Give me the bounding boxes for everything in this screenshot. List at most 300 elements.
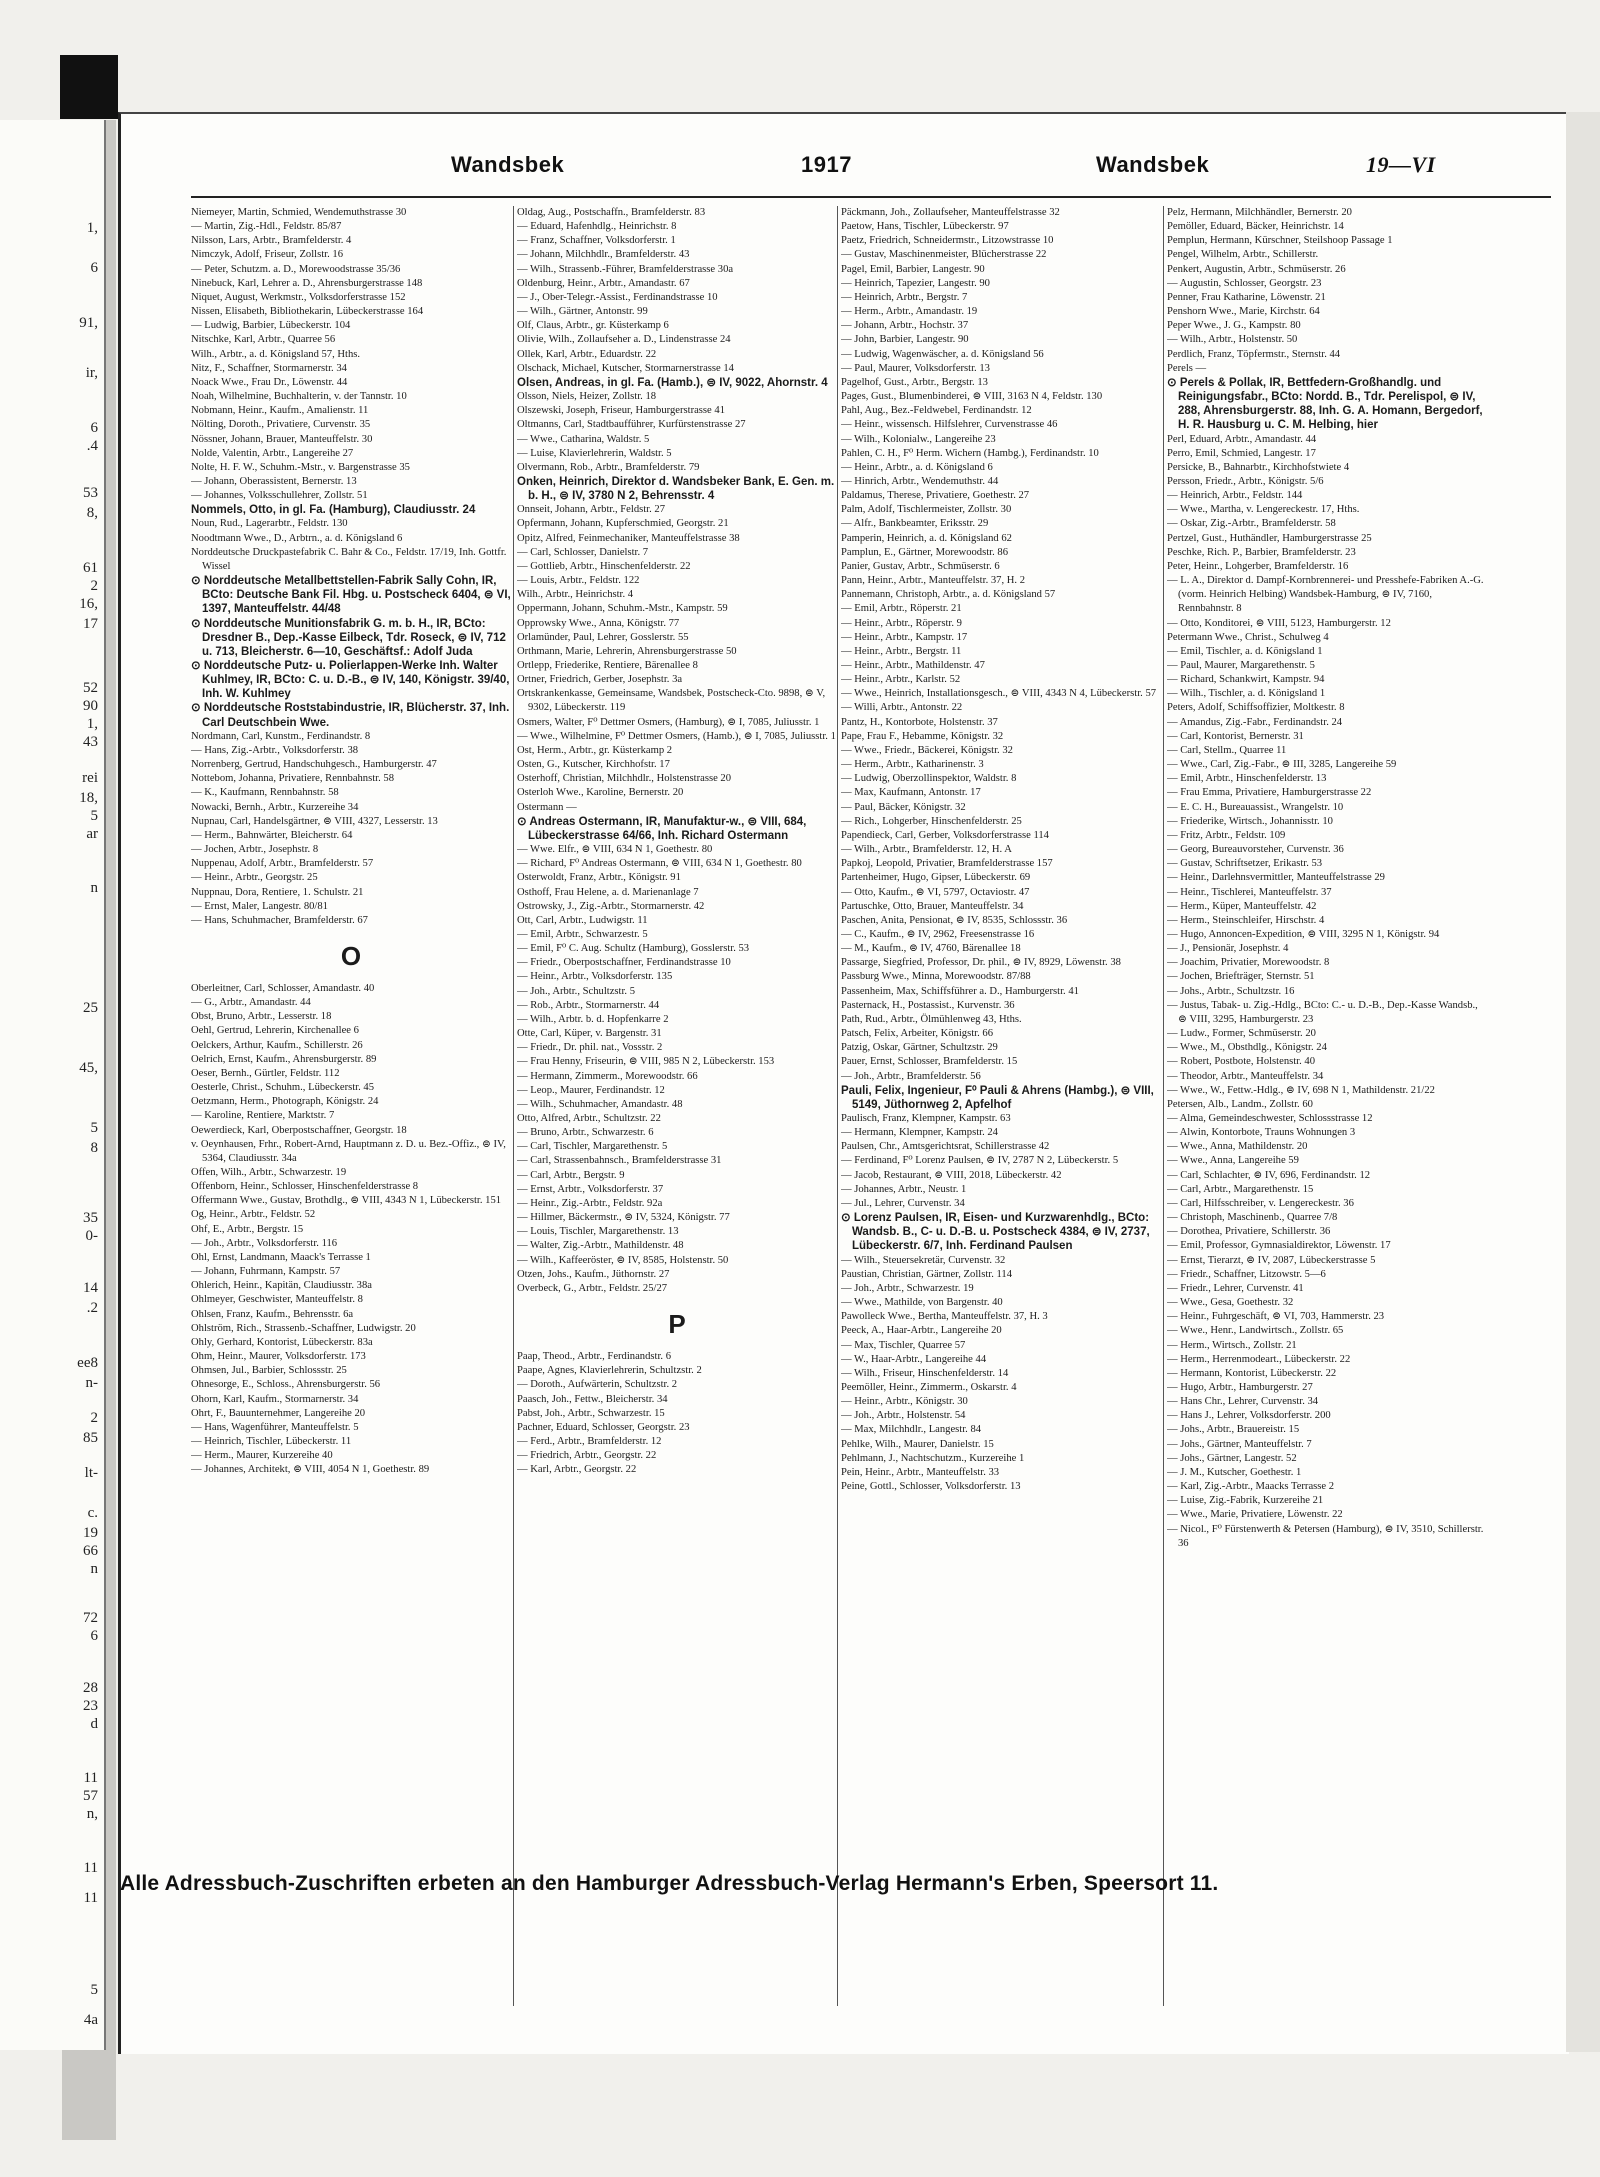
directory-entry: Nitz, F., Schaffner, Stormarnerstr. 34 xyxy=(191,362,347,374)
directory-entry: — Carl, Schlachter, ⊜ IV, 696, Ferdinandstr. 12 xyxy=(1167,1169,1371,1181)
directory-entry: Perro, Emil, Schmied, Langestr. 17 xyxy=(1167,447,1316,459)
directory-entry: — Rich., Lohgerber, Hinschenfelderstr. 25 xyxy=(841,815,1022,827)
directory-entry: ⊙ Norddeutsche Munitionsfabrik G. m. b. H., IR, BCto: Dresdner B., Dep.-Kasse Eilbeck, Tdr. Roseck, ⊜ IV, 712 u. 713, Bleicherstr. 6—10, Geschäftsf.: Adolf Juda xyxy=(191,617,506,658)
directory-entry: — Johannes, Architekt, ⊜ VIII, 4054 N 1, Goethestr. 89 xyxy=(191,1464,430,1476)
directory-entry: — Hugo, Annoncen-Expedition, ⊜ VIII, 3295 N 1, Königstr. 94 xyxy=(1167,928,1440,940)
directory-entry: — Hans Chr., Lehrer, Curvenstr. 34 xyxy=(1167,1396,1319,1408)
directory-entry: Ost, Herm., Arbtr., gr. Küsterkamp 2 xyxy=(517,744,673,756)
directory-entry: Pamplun, E., Gärtner, Morewoodstr. 86 xyxy=(841,546,1008,558)
directory-entry: Ohlmeyer, Geschwister, Manteuffelstr. 8 xyxy=(191,1294,363,1306)
directory-entry: Osmers, Walter, F⁰ Dettmer Osmers, (Hamburg), ⊜ I, 7085, Juliusstr. 1 xyxy=(517,716,820,728)
directory-entry: — Friedr., Oberpostschaffner, Ferdinandstrasse 10 xyxy=(517,957,731,969)
directory-entry: Pamperin, Heinrich, a. d. Königsland 62 xyxy=(841,532,1012,544)
directory-entry: — Wwe., Martha, v. Lengereckestr. 17, Hths. xyxy=(1167,504,1360,516)
directory-entry: — Jul., Lehrer, Curvenstr. 34 xyxy=(841,1197,965,1209)
directory-entry: — Richard, Schankwirt, Kampstr. 94 xyxy=(1167,674,1325,686)
directory-entry: Palm, Adolf, Tischlermeister, Zollstr. 30 xyxy=(841,504,1012,516)
directory-entry: — Georg, Bureauvorsteher, Curvenstr. 36 xyxy=(1167,844,1344,856)
directory-entry: — Joh., Arbtr., Bramfelderstr. 56 xyxy=(841,1070,981,1082)
directory-entry: — Hans, Zig.-Arbtr., Volksdorferstr. 38 xyxy=(191,744,359,756)
directory-entry: — Ludwig, Wagenwäscher, a. d. Königsland 56 xyxy=(841,348,1044,360)
directory-entry: Opfermann, Johann, Kupferschmied, Georgstr. 21 xyxy=(517,518,729,530)
directory-entry: — Wilh., Steuersekretär, Curvenstr. 32 xyxy=(841,1254,1006,1266)
directory-entry: Petersen, Alb., Landm., Zollstr. 60 xyxy=(1167,1098,1313,1110)
adjacent-page-fragment: d xyxy=(90,1716,98,1732)
directory-entry: — Joh., Arbtr., Volksdorferstr. 116 xyxy=(191,1237,338,1249)
directory-entry: — Jochen, Arbtr., Josephstr. 8 xyxy=(191,844,319,856)
directory-entry: Olf, Claus, Arbtr., gr. Küsterkamp 6 xyxy=(517,320,669,332)
directory-entry: Oltmanns, Carl, Stadtbaufführer, Kurfürstenstrasse 27 xyxy=(517,419,746,431)
adjacent-page-fragment: 25 xyxy=(83,1000,98,1016)
directory-entry: — Amandus, Zig.-Fabr., Ferdinandstr. 24 xyxy=(1167,716,1343,728)
directory-entry: — Friedr., Lehrer, Curvenstr. 41 xyxy=(1167,1282,1304,1294)
adjacent-page-fragment: 5 xyxy=(90,1982,98,1998)
directory-entry: — Augustin, Schlosser, Georgstr. 23 xyxy=(1167,277,1322,289)
adjacent-page-fragment: n xyxy=(90,880,98,896)
directory-entry: — J. M., Kutscher, Goethestr. 1 xyxy=(1167,1466,1302,1478)
directory-entry: Orthmann, Marie, Lehrerin, Ahrensburgerstrasse 50 xyxy=(517,645,737,657)
adjacent-page-fragment: n xyxy=(90,1561,98,1577)
directory-entry: ⊙ Perels & Pollak, IR, Bettfedern-Großhandlg. und Reinigungsfabr., BCto: Nordd. B., Tdr. Perelispol, ⊜ IV, 288, Ahrensburgerstr. 88, Inh. G. A. Homann, Bergedorf, H. R. Hausburg u. C. M. Helbing, hier xyxy=(1167,376,1483,432)
directory-entry: Paldamus, Therese, Privatiere, Goethestr. 27 xyxy=(841,490,1030,502)
directory-entry: Ortlepp, Friederike, Rentiere, Bärenallee 8 xyxy=(517,660,698,671)
directory-entry: Pertzel, Gust., Huthändler, Hamburgerstrasse 25 xyxy=(1167,532,1372,544)
directory-entry: — Carl, Stellm., Quarree 11 xyxy=(1167,744,1287,756)
directory-entry: — Jochen, Briefträger, Sternstr. 51 xyxy=(1167,971,1315,983)
directory-entry: — J., Ober-Telegr.-Assist., Ferdinandstrasse 10 xyxy=(517,291,718,303)
adjacent-page-fragment: 1, xyxy=(86,220,98,236)
adjacent-page-fragment: 19 xyxy=(83,1525,98,1541)
adjacent-page-fragment: 11 xyxy=(83,1770,98,1786)
directory-entry: — Dorothea, Privatiere, Schillerstr. 36 xyxy=(1167,1226,1331,1238)
page-right-margin xyxy=(1566,112,1600,2052)
directory-entry: — Wwe., W., Fettw.-Hdlg., ⊜ IV, 698 N 1, Mathildenstr. 21/22 xyxy=(1167,1084,1435,1096)
header-district-left: Wandsbek xyxy=(451,152,565,177)
directory-entry: Olschack, Michael, Kutscher, Stormarnerstrasse 14 xyxy=(517,362,734,374)
directory-entry: — Herm., Bahnwärter, Bleicherstr. 64 xyxy=(191,829,353,841)
directory-entry: Pauer, Ernst, Schlosser, Bramfelderstr. 15 xyxy=(841,1056,1018,1068)
directory-entry: Papendieck, Carl, Gerber, Volksdorferstrasse 114 xyxy=(841,829,1049,841)
directory-entry: Ohnesorge, E., Schloss., Ahrensburgerstr. 56 xyxy=(191,1379,381,1391)
directory-entry: Paulsen, Chr., Amtsgerichtsrat, Schillerstrasse 42 xyxy=(841,1141,1050,1153)
directory-entry: — Heinr., Arbtr., Röperstr. 9 xyxy=(841,617,962,629)
directory-entry: — Walter, Zig.-Arbtr., Mathildenstr. 48 xyxy=(517,1240,684,1252)
directory-entry: — Leop., Maurer, Ferdinandstr. 12 xyxy=(517,1084,665,1096)
directory-entry: — Heinr., Arbtr., Mathildenstr. 47 xyxy=(841,660,985,671)
directory-entry: Noodtmann Wwe., D., Arbtrn., a. d. Königsland 6 xyxy=(191,532,403,544)
directory-entry: — L. A., Direktor d. Dampf-Kornbrennerei- und Presshefe-Fabriken A.-G. (vorm. Heinrich Helbing) Wandsbek-Hamburg, ⊜ IV, 7160, Rennbahnstr. 8 xyxy=(1167,575,1484,615)
directory-entry: — Hans, Schuhmacher, Bramfelderstr. 67 xyxy=(191,914,368,926)
directory-entry: — Friedrich, Arbtr., Georgstr. 22 xyxy=(517,1450,657,1462)
directory-entry: Ninebuck, Karl, Lehrer a. D., Ahrensburgerstrasse 148 xyxy=(191,277,423,289)
directory-entry: Olsson, Niels, Heizer, Zollstr. 18 xyxy=(517,391,657,403)
directory-entry: — Johann, Oberassistent, Bernerstr. 13 xyxy=(191,475,357,487)
directory-entry: Ohmsen, Jul., Barbier, Schlossstr. 25 xyxy=(191,1365,347,1377)
directory-entry: Nolde, Valentin, Arbtr., Langereihe 27 xyxy=(191,447,354,459)
directory-entry: — Wwe., Gesa, Goethestr. 32 xyxy=(1167,1297,1294,1309)
directory-entry: Pantz, H., Kontorbote, Holstenstr. 37 xyxy=(841,716,998,728)
directory-entry: Nuppenau, Adolf, Arbtr., Bramfelderstr. 57 xyxy=(191,858,374,870)
directory-entry: — Ernst, Arbtr., Volksdorferstr. 37 xyxy=(517,1183,664,1195)
adjacent-page-fragment: 1, xyxy=(86,716,98,732)
adjacent-page-fragment: 6 xyxy=(90,1628,98,1644)
directory-entry: Oberleitner, Carl, Schlosser, Amandastr. 40 xyxy=(191,982,375,994)
adjacent-page-fragment: 6 xyxy=(90,260,98,276)
directory-entry: Niquet, August, Werkmstr., Volksdorferstrasse 152 xyxy=(191,291,406,303)
directory-entry: — Johs., Gärtner, Langestr. 52 xyxy=(1167,1452,1297,1464)
directory-entry: — Gustav, Maschinenmeister, Blücherstrasse 22 xyxy=(841,249,1047,261)
directory-entry: Paulisch, Franz, Klempner, Kampstr. 63 xyxy=(841,1113,1011,1124)
directory-entry: Persson, Friedr., Arbtr., Königstr. 5/6 xyxy=(1167,475,1324,487)
directory-entry: — Heinrich, Arbtr., Feldstr. 144 xyxy=(1167,490,1303,502)
directory-entry: — Hans J., Lehrer, Volksdorferstr. 200 xyxy=(1167,1410,1331,1422)
directory-entry: Paustian, Christian, Gärtner, Zollstr. 114 xyxy=(841,1268,1013,1280)
directory-entry: Penner, Frau Katharine, Löwenstr. 21 xyxy=(1167,291,1326,303)
directory-entry: — Carl, Schlosser, Danielstr. 7 xyxy=(517,546,649,558)
directory-entry: Peschke, Rich. P., Barbier, Bramfelderstr. 23 xyxy=(1167,546,1356,558)
directory-entry: Obst, Bruno, Arbtr., Lesserstr. 18 xyxy=(191,1011,332,1023)
directory-entry: Paetz, Friedrich, Schneidermstr., Litzowstrasse 10 xyxy=(841,235,1054,247)
directory-entry: — Joachim, Privatier, Morewoodstr. 8 xyxy=(1167,957,1330,969)
directory-entry: — Wilh., Arbtr., Holstenstr. 50 xyxy=(1167,334,1298,346)
directory-entry: — Hermann, Kontorist, Lübeckerstr. 22 xyxy=(1167,1367,1337,1379)
directory-entry: — Justus, Tabak- u. Zig.-Hdlg., BCto: C.- u. D.-B., Dep.-Kasse Wandsb., ⊜ VIII, 3295, Hamburgerstr. 23 xyxy=(1167,999,1478,1025)
directory-entry: — Wilh., Schuhmacher, Amandastr. 48 xyxy=(517,1098,683,1110)
adjacent-page-fragment: 61 xyxy=(83,560,98,576)
directory-entry: Ohlström, Rich., Strassenb.-Schaffner, Ludwigstr. 20 xyxy=(191,1322,416,1334)
directory-entry: Peper Wwe., J. G., Kampstr. 80 xyxy=(1167,320,1301,332)
directory-entry: — Heinr., Arbtr., Bergstr. 11 xyxy=(841,645,962,657)
adjacent-page-fragment: 45, xyxy=(79,1060,98,1076)
directory-entry: — Johs., Gärtner, Manteuffelstr. 7 xyxy=(1167,1438,1312,1450)
directory-entry: Osten, G., Kutscher, Kirchhofstr. 17 xyxy=(517,759,670,771)
directory-entry: Olvermann, Rob., Arbtr., Bramfelderstr. 79 xyxy=(517,461,700,473)
directory-entry: Ohlsen, Franz, Kaufm., Behrensstr. 6a xyxy=(191,1308,354,1320)
directory-entry: — Wwe., Friedr., Bäckerei, Königstr. 32 xyxy=(841,744,1013,756)
directory-entry: — Frau Henny, Friseurin, ⊜ VIII, 985 N 2, Lübeckerstr. 153 xyxy=(517,1056,775,1068)
directory-entry: — Hermann, Zimmerm., Morewoodstr. 66 xyxy=(517,1070,698,1082)
directory-entry: — Alfr., Bankbeamter, Eriksstr. 29 xyxy=(841,518,989,530)
directory-entry: — Carl, Tischler, Margarethenstr. 5 xyxy=(517,1141,668,1153)
directory-entry: — Carl, Arbtr., Bergstr. 9 xyxy=(517,1169,625,1181)
directory-entry: Nissen, Elisabeth, Bibliothekarin, Lübeckerstrasse 164 xyxy=(191,306,424,318)
directory-entry: — Eduard, Hafenhdlg., Heinrichstr. 8 xyxy=(517,221,677,233)
directory-entry: Paetow, Hans, Tischler, Lübeckerstr. 97 xyxy=(841,221,1009,233)
directory-entry: Ollek, Karl, Arbtr., Eduardstr. 22 xyxy=(517,348,657,360)
directory-entry: Ohrt, F., Bauunternehmer, Langereihe 20 xyxy=(191,1407,366,1419)
directory-entry: Pahlen, C. H., F⁰ Herm. Wichern (Hambg.), Ferdinandstr. 10 xyxy=(841,447,1099,459)
directory-entry: Nössner, Johann, Brauer, Manteuffelstr. 30 xyxy=(191,433,373,445)
directory-entry: — Heinrich, Arbtr., Bergstr. 7 xyxy=(841,291,968,303)
directory-entry: Offenborn, Heinr., Schlosser, Hinschenfelderstrasse 8 xyxy=(191,1181,419,1193)
adjacent-page-fragment: 6 xyxy=(90,420,98,436)
directory-entry: — Wilh., Arbtr., Bramfelderstr. 12, H. A xyxy=(841,844,1012,856)
directory-entry: — Heinr., Arbtr., a. d. Königsland 6 xyxy=(841,461,993,473)
directory-entry: Offermann Wwe., Gustav, Brothdlg., ⊜ VIII, 4343 N 1, Lübeckerstr. 151 xyxy=(191,1195,502,1207)
directory-entry: Nuppnau, Dora, Rentiere, 1. Schulstr. 21 xyxy=(191,886,364,898)
directory-entry: — Frau Emma, Privatiere, Hamburgerstrasse 22 xyxy=(1167,787,1372,799)
directory-entry: — Johannes, Volksschullehrer, Zollstr. 51 xyxy=(191,490,368,502)
directory-entry: Offen, Wilh., Arbtr., Schwarzestr. 19 xyxy=(191,1167,347,1178)
directory-entry: — Bruno, Arbtr., Schwarzestr. 6 xyxy=(517,1127,654,1139)
directory-entry: — Paul, Maurer, Margarethenstr. 5 xyxy=(1167,660,1315,671)
directory-entry: — Heinr., Tischlerei, Manteuffelstr. 37 xyxy=(1167,886,1332,898)
directory-entry: — Rob., Arbtr., Stormarnerstr. 44 xyxy=(517,999,660,1011)
directory-entry: — Ludwig, Oberzollinspektor, Waldstr. 8 xyxy=(841,773,1017,785)
adjacent-page-fragment: 28 xyxy=(83,1680,98,1696)
directory-page xyxy=(118,112,1569,2054)
directory-entry: Osterhoff, Christian, Milchhdlr., Holstenstrasse 20 xyxy=(517,773,732,785)
directory-entry: Olszewski, Joseph, Friseur, Hamburgerstrasse 41 xyxy=(517,405,725,417)
directory-entry: Nitschke, Karl, Arbtr., Quarree 56 xyxy=(191,334,336,346)
directory-entry: — Martin, Zig.-Hdl., Feldstr. 85/87 xyxy=(191,221,342,233)
directory-entry: ⊙ Andreas Ostermann, IR, Manufaktur-w., ⊜ VIII, 684, Lübeckerstrasse 64/66, Inh. Richard Ostermann xyxy=(517,815,807,842)
directory-entry: — Johs., Arbtr., Schultzstr. 16 xyxy=(1167,985,1295,997)
adjacent-page-fragment: .2 xyxy=(86,1300,98,1316)
directory-entry: ⊙ Norddeutsche Roststabindustrie, IR, Blücherstr. 37, Inh. Carl Deutschbein Wwe. xyxy=(191,702,510,729)
adjacent-page-fragment: 53 xyxy=(83,485,98,501)
directory-entry: — Willi, Arbtr., Antonstr. 22 xyxy=(841,702,963,714)
directory-entry: — Carl, Arbtr., Margarethenstr. 15 xyxy=(1167,1183,1314,1195)
directory-entry: Ohlerich, Heinr., Kapitän, Claudiusstr. 38a xyxy=(191,1280,372,1292)
column-divider xyxy=(1163,206,1164,2006)
directory-entry: Oesterle, Christ., Schuhm., Lübeckerstr. 45 xyxy=(191,1082,375,1094)
header-rule xyxy=(191,196,1551,198)
directory-entry: Pengel, Wilhelm, Arbtr., Schillerstr. xyxy=(1167,249,1319,261)
directory-entry: — C., Kaufm., ⊜ IV, 2962, Freesenstrasse 16 xyxy=(841,928,1035,940)
directory-entry: — Heinr., Arbtr., Volksdorferstr. 135 xyxy=(517,971,673,983)
directory-entry: — Ferd., Arbtr., Bramfelderstr. 12 xyxy=(517,1435,662,1447)
directory-entry: Paasch, Joh., Fettw., Bleicherstr. 34 xyxy=(517,1393,668,1405)
directory-entry: Paap, Theod., Arbtr., Ferdinandstr. 6 xyxy=(517,1351,671,1363)
directory-entry: — Herm., Küper, Manteuffelstr. 42 xyxy=(1167,900,1317,912)
directory-column-2 xyxy=(517,206,837,2006)
directory-entry: Nordmann, Carl, Kunstm., Ferdinandstr. 8 xyxy=(191,730,371,742)
adjacent-page-edge xyxy=(0,120,106,2050)
directory-entry: Oeser, Bernh., Gürtler, Feldstr. 112 xyxy=(191,1067,340,1079)
directory-entry: — Jacob, Restaurant, ⊜ VIII, 2018, Lübeckerstr. 42 xyxy=(841,1169,1062,1181)
directory-entry: Peters, Adolf, Schiffsoffizier, Moltkestr. 8 xyxy=(1167,702,1345,714)
directory-entry: Pape, Frau F., Hebamme, Königstr. 32 xyxy=(841,730,1004,742)
adjacent-page-fragment: 2 xyxy=(90,578,98,594)
directory-entry: — Wwe., Mathilde, von Bargenstr. 40 xyxy=(841,1297,1003,1309)
directory-entry: Perdlich, Franz, Töpfermstr., Sternstr. 44 xyxy=(1167,348,1341,360)
directory-entry: — Heinr., Arbtr., Karlstr. 52 xyxy=(841,674,961,686)
header-page-number: 19—VI xyxy=(1366,152,1436,177)
directory-entry: Pauli, Felix, Ingenieur, F⁰ Pauli & Ahrens (Hambg.), ⊜ VIII, 5149, Jüthornweg 2, Apfelhof xyxy=(841,1084,1154,1111)
directory-entry: — Max, Kaufmann, Antonstr. 17 xyxy=(841,787,981,799)
directory-entry: — Emil, Arbtr., Hinschenfelderstr. 13 xyxy=(1167,773,1327,785)
directory-entry: — Nicol., F⁰ Fürstenwerth & Petersen (Hamburg), ⊜ IV, 3510, Schillerstr. 36 xyxy=(1167,1523,1484,1549)
directory-entry: Olivie, Wilh., Zollaufseher a. D., Lindenstrasse 24 xyxy=(517,334,731,346)
directory-entry: Peine, Gottl., Schlosser, Volksdorferstr. 13 xyxy=(841,1481,1021,1493)
directory-entry: — Johs., Arbtr., Brauereistr. 15 xyxy=(1167,1424,1300,1436)
directory-entry: — Hans, Wagenführer, Manteuffelstr. 5 xyxy=(191,1421,359,1433)
directory-entry: Pahl, Aug., Bez.-Feldwebel, Ferdinandstr. 12 xyxy=(841,405,1032,417)
directory-entry: — K., Kaufmann, Rennbahnstr. 58 xyxy=(191,787,339,799)
directory-entry: Pachner, Eduard, Schlosser, Georgstr. 23 xyxy=(517,1421,690,1433)
directory-entry: — Fritz, Arbtr., Feldstr. 109 xyxy=(1167,829,1286,841)
directory-entry: Perl, Eduard, Arbtr., Amandastr. 44 xyxy=(1167,433,1317,445)
directory-entry: Ott, Carl, Arbtr., Ludwigstr. 11 xyxy=(517,914,648,926)
directory-entry: Oelckers, Arthur, Kaufm., Schillerstr. 26 xyxy=(191,1039,363,1051)
directory-entry: Wilh., Arbtr., Heinrichstr. 4 xyxy=(517,589,634,601)
directory-entry: — Friedr., Dr. phil. nat., Vossstr. 2 xyxy=(517,1042,663,1054)
directory-entry: Oewerdieck, Karl, Oberpostschaffner, Georgstr. 18 xyxy=(191,1124,407,1136)
directory-entry: Ohf, E., Arbtr., Bergstr. 15 xyxy=(191,1223,304,1235)
directory-entry: — Louis, Arbtr., Feldstr. 122 xyxy=(517,575,640,587)
adjacent-page-fragment: 14 xyxy=(83,1280,98,1296)
directory-entry: Ortskrankenkasse, Gemeinsame, Wandsbek, Postscheck-Cto. 9898, ⊜ V, 9302, Lübeckerstr. 119 xyxy=(517,688,826,714)
directory-entry: — Alma, Gemeindeschwester, Schlossstrasse 12 xyxy=(1167,1113,1373,1124)
directory-entry: Onken, Heinrich, Direktor d. Wandsbeker Bank, E. Gen. m. b. H., ⊜ IV, 3780 N 2, Behrensstr. 4 xyxy=(517,475,835,503)
directory-entry: Penshorn Wwe., Marie, Kirchstr. 64 xyxy=(1167,306,1320,318)
publisher-footer: Alle Adressbuch-Zuschriften erbeten an den Hamburger Adressbuch-Verlag Hermann's Erben, Speersort 11. xyxy=(120,1872,1219,1895)
directory-entry: — Herm., Arbtr., Katharinenstr. 3 xyxy=(841,759,984,771)
directory-entry: — Herm., Wirtsch., Zollstr. 21 xyxy=(1167,1339,1297,1351)
directory-entry: Osthoff, Frau Helene, a. d. Marienanlage 7 xyxy=(517,886,699,898)
directory-entry: Pemöller, Eduard, Bäcker, Heinrichstr. 14 xyxy=(1167,221,1344,233)
directory-entry: — Gustav, Schriftsetzer, Erikastr. 53 xyxy=(1167,858,1323,870)
directory-entry: Norrenberg, Gertrud, Handschuhgesch., Hamburgerstr. 47 xyxy=(191,759,437,771)
directory-entry: Niemeyer, Martin, Schmied, Wendemuthstrasse 30 xyxy=(191,207,407,218)
directory-entry: — Johannes, Arbtr., Neustr. 1 xyxy=(841,1183,967,1195)
directory-entry: Pelz, Hermann, Milchhändler, Bernerstr. 20 xyxy=(1167,207,1352,218)
adjacent-page-fragment: 85 xyxy=(83,1430,98,1446)
directory-entry: Nilsson, Lars, Arbtr., Bramfelderstr. 4 xyxy=(191,235,352,247)
directory-entry: Ohly, Gerhard, Kontorist, Lübeckerstr. 83a xyxy=(191,1336,373,1348)
directory-entry: — Hugo, Arbtr., Hamburgerstr. 27 xyxy=(1167,1381,1313,1393)
directory-entry: Ortner, Friedrich, Gerber, Josephstr. 3a xyxy=(517,674,683,686)
directory-entry: — Heinrich, Tischler, Lübeckerstr. 11 xyxy=(191,1435,352,1447)
directory-entry: — Wwe., Wilhelmine, F⁰ Dettmer Osmers, (Hamb.), ⊜ I, 7085, Juliusstr. 1 xyxy=(517,730,836,742)
directory-entry: — Friedr., Schaffner, Litzowstr. 5—6 xyxy=(1167,1268,1326,1280)
directory-entry: — Richard, F⁰ Andreas Ostermann, ⊜ VIII, 634 N 1, Goethestr. 80 xyxy=(517,858,802,870)
directory-entry: Pagel, Emil, Barbier, Langestr. 90 xyxy=(841,263,985,275)
directory-entry: Osterloh Wwe., Karoline, Bernerstr. 20 xyxy=(517,787,684,799)
directory-entry: Patzig, Oskar, Gärtner, Schultzstr. 29 xyxy=(841,1042,998,1054)
directory-entry: — Otto, Konditorei, ⊜ VIII, 5123, Hamburgerstr. 12 xyxy=(1167,617,1391,629)
directory-entry: — Max, Tischler, Quarree 57 xyxy=(841,1339,966,1351)
directory-entry: Nupnau, Carl, Handelsgärtner, ⊜ VIII, 4327, Lesserstr. 13 xyxy=(191,815,438,827)
directory-entry: — Otto, Kaufm., ⊜ VI, 5797, Octaviostr. 47 xyxy=(841,886,1030,898)
directory-entry: Penkert, Augustin, Arbtr., Schmüserstr. 26 xyxy=(1167,263,1346,275)
adjacent-page-fragment: 23 xyxy=(83,1698,98,1714)
directory-entry: Oehl, Gertrud, Lehrerin, Kirchenallee 6 xyxy=(191,1025,359,1037)
directory-entry: — Wilh., Kolonialw., Langereihe 23 xyxy=(841,433,996,445)
adjacent-page-fragment: 17 xyxy=(83,616,98,632)
directory-entry: Persicke, B., Bahnarbtr., Kirchhofstwiete 4 xyxy=(1167,461,1350,473)
directory-entry: — Wwe., Catharina, Waldstr. 5 xyxy=(517,433,650,445)
directory-entry: ⊙ Norddeutsche Metallbettstellen-Fabrik Sally Cohn, IR, BCto: Deutsche Bank Fil. Hbg. u. Postscheck 6404, ⊜ VI, 1397, Manteuffelstr. 44/48 xyxy=(191,575,511,616)
directory-entry: Paschen, Anita, Pensionat, ⊜ IV, 8535, Schlossstr. 36 xyxy=(841,914,1068,926)
adjacent-page-fragment: 0- xyxy=(85,1228,98,1244)
directory-entry: Patsch, Felix, Arbeiter, Königstr. 66 xyxy=(841,1028,993,1040)
directory-entry: — Franz, Schaffner, Volksdorferstr. 1 xyxy=(517,235,676,247)
adjacent-page-fragment: 72 xyxy=(83,1610,98,1626)
directory-entry: — John, Barbier, Langestr. 90 xyxy=(841,334,969,346)
directory-entry: Otzen, Johs., Kaufm., Jüthornstr. 27 xyxy=(517,1268,670,1280)
directory-entry: — Heinr., Arbtr., Georgstr. 25 xyxy=(191,872,318,884)
directory-entry: — Christoph, Maschinenb., Quarree 7/8 xyxy=(1167,1212,1338,1224)
directory-entry: — Gottlieb, Arbtr., Hinschenfelderstr. 22 xyxy=(517,560,691,572)
adjacent-page-fragment: 11 xyxy=(83,1890,98,1906)
directory-entry: Noun, Rud., Lagerarbtr., Feldstr. 130 xyxy=(191,518,348,530)
adjacent-page-fragment: rei xyxy=(82,770,98,786)
directory-entry: Otte, Carl, Küper, v. Bargenstr. 31 xyxy=(517,1028,662,1040)
directory-entry: Olsen, Andreas, in gl. Fa. (Hamb.), ⊜ IV, 9022, Ahornstr. 4 xyxy=(517,376,828,389)
adjacent-page-fragment: lt- xyxy=(84,1465,98,1481)
adjacent-page-fragment: 66 xyxy=(83,1543,98,1559)
directory-entry: — Karl, Arbtr., Georgstr. 22 xyxy=(517,1464,637,1476)
directory-entry: — Luise, Klavierlehrerin, Waldstr. 5 xyxy=(517,447,672,459)
directory-entry: — Wwe., Carl, Zig.-Fabr., ⊜ III, 3285, Langereihe 59 xyxy=(1167,759,1397,771)
directory-entry: Noah, Wilhelmine, Buchhalterin, v. der Tannstr. 10 xyxy=(191,391,407,403)
directory-entry: Orlamünder, Paul, Lehrer, Gosslerstr. 55 xyxy=(517,631,689,643)
adjacent-page-fragment: ee8 xyxy=(77,1355,98,1371)
directory-entry: Paape, Agnes, Klavierlehrerin, Schultzstr. 2 xyxy=(517,1365,702,1377)
page-header xyxy=(121,152,1569,192)
directory-entry: Osterwoldt, Franz, Arbtr., Königstr. 91 xyxy=(517,872,681,884)
directory-entry: — Herm., Arbtr., Amandastr. 19 xyxy=(841,306,978,318)
directory-entry: Otto, Alfred, Arbtr., Schultzstr. 22 xyxy=(517,1113,661,1124)
directory-entry: — Louis, Tischler, Margarethenstr. 13 xyxy=(517,1226,679,1238)
directory-entry: Ostermann — xyxy=(517,801,577,813)
directory-entry: — Joh., Arbtr., Schwarzestr. 19 xyxy=(841,1282,974,1294)
directory-entry: Nolte, H. F. W., Schuhm.-Mstr., v. Bargenstrasse 35 xyxy=(191,461,410,473)
directory-entry: Pawolleck Wwe., Bertha, Manteuffelstr. 37, H. 3 xyxy=(841,1311,1048,1323)
directory-entry: Partenheimer, Hugo, Gipser, Lübeckerstr. 69 xyxy=(841,872,1031,884)
directory-entry: — Hillmer, Bäckermstr., ⊜ IV, 5324, Königstr. 77 xyxy=(517,1212,730,1224)
directory-entry: Pasternack, H., Postassist., Kurvenstr. 36 xyxy=(841,999,1015,1011)
directory-entry: — Wwe., Henr., Landwirtsch., Zollstr. 65 xyxy=(1167,1325,1344,1337)
directory-entry: Ohm, Heinr., Maurer, Volksdorferstr. 173 xyxy=(191,1351,366,1363)
directory-entry: — Heinr., Arbtr., Kampstr. 17 xyxy=(841,631,968,643)
directory-entry: — Wwe., Anna, Mathildenstr. 20 xyxy=(1167,1141,1308,1153)
adjacent-page-fragment: 52 xyxy=(83,680,98,696)
directory-entry: — Carl, Hilfsschreiber, v. Lengereckestr. 36 xyxy=(1167,1197,1354,1209)
directory-entry: — Friederike, Wirtsch., Johannisstr. 10 xyxy=(1167,815,1333,827)
adjacent-page-fragment: ar xyxy=(86,826,98,842)
directory-entry: — Ludwig, Barbier, Lübeckerstr. 104 xyxy=(191,320,351,332)
directory-entry: Wilh., Arbtr., a. d. Königsland 57, Hths. xyxy=(191,348,361,360)
directory-entry: — Wwe., Marie, Privatiere, Löwenstr. 22 xyxy=(1167,1509,1343,1521)
directory-entry: — Herm., Herrenmodeart., Lübeckerstr. 22 xyxy=(1167,1353,1351,1365)
directory-entry: — W., Haar-Arbtr., Langereihe 44 xyxy=(841,1353,987,1365)
directory-entry: — Wilh., Kaffeeröster, ⊜ IV, 8585, Holstenstr. 50 xyxy=(517,1254,729,1266)
directory-entry: — Wwe. Elfr., ⊜ VIII, 634 N 1, Goethestr. 80 xyxy=(517,844,713,856)
adjacent-page-fragment: ir, xyxy=(85,365,98,381)
directory-entry: — Max, Milchhdlr., Langestr. 84 xyxy=(841,1424,982,1436)
directory-entry: — Wilh., Tischler, a. d. Königsland 1 xyxy=(1167,688,1326,700)
adjacent-page-fragment: 5 xyxy=(90,1120,98,1136)
adjacent-page-fragment: 11 xyxy=(83,1860,98,1876)
directory-entry: ⊙ Lorenz Paulsen, IR, Eisen- und Kurzwarenhdlg., BCto: Wandsb. B., C- u. D.-B. u. Postscheck 4384, ⊜ IV, 2737, Lübeckerstr. 6/7, Inh. Ferdinand Paulsen xyxy=(841,1212,1150,1253)
directory-entry: — Robert, Postbote, Holstenstr. 40 xyxy=(1167,1056,1316,1068)
directory-entry: Passburg Wwe., Minna, Morewoodstr. 87/88 xyxy=(841,971,1031,983)
directory-entry: — Heinr., Fuhrgeschäft, ⊜ VI, 703, Hammerstr. 23 xyxy=(1167,1311,1385,1323)
directory-column-1 xyxy=(191,206,511,2006)
directory-entry: Pabst, Joh., Arbtr., Schwarzestr. 15 xyxy=(517,1407,665,1419)
directory-entry: — Hinrich, Arbtr., Wendemuthstr. 44 xyxy=(841,475,999,487)
directory-entry: — Wilh., Strassenb.-Führer, Bramfelderstrasse 30a xyxy=(517,263,734,275)
directory-entry: — Johann, Arbtr., Hochstr. 37 xyxy=(841,320,969,332)
directory-entry: Oldenburg, Heinr., Arbtr., Amandastr. 67 xyxy=(517,277,690,289)
directory-entry: Opprowsky Wwe., Anna, Königstr. 77 xyxy=(517,617,680,629)
directory-entry: — Ernst, Tierarzt, ⊜ IV, 2087, Lübeckerstrasse 5 xyxy=(1167,1254,1376,1266)
directory-entry: Oetzmann, Herm., Photograph, Königstr. 24 xyxy=(191,1096,379,1108)
directory-entry: — Heinr., wissensch. Hilfslehrer, Curvenstrasse 46 xyxy=(841,419,1058,431)
